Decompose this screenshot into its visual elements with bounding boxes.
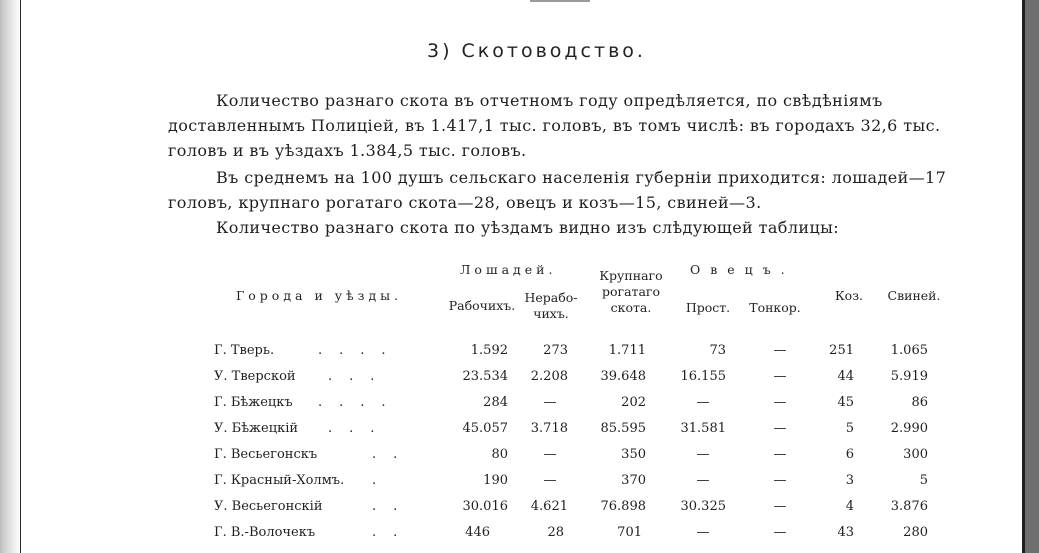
cell-cattle: 202	[621, 395, 646, 410]
cell-working: 1.592	[470, 343, 508, 358]
header-cattle: Крупнаго рогатаго скота.	[599, 268, 663, 315]
row-name: Г. В.-Волочекъ	[214, 525, 316, 540]
table-row	[0, 393, 1000, 413]
page-right-edge	[1022, 0, 1039, 553]
cell-nonworking: —	[543, 395, 557, 410]
table-row	[0, 523, 1000, 543]
section-title: 3) Скотоводство.	[427, 40, 646, 62]
cell-goats: 6	[845, 447, 854, 462]
cell-goats: 45	[837, 395, 854, 410]
table-row	[0, 471, 1000, 491]
table-row	[0, 367, 1000, 387]
cell-sheep-simple: —	[696, 525, 710, 540]
cell-pigs: 2.990	[890, 421, 928, 436]
leader-dots: ...	[328, 421, 392, 436]
cell-pigs: 300	[903, 447, 928, 462]
cell-nonworking: 2.208	[530, 369, 568, 384]
cell-nonworking: —	[543, 447, 557, 462]
header-places: Города и уѣзды.	[236, 288, 403, 303]
cell-pigs: 280	[903, 525, 928, 540]
header-goats: Коз.	[835, 288, 863, 303]
row-name: У. Весьегонскій	[214, 499, 323, 514]
cell-goats: 44	[837, 369, 854, 384]
row-name: У. Тверской	[214, 369, 296, 384]
table-row	[0, 419, 1000, 439]
cell-sheep-fine: —	[773, 395, 787, 410]
leader-dots: .	[372, 473, 394, 488]
cell-working: 45.057	[462, 421, 508, 436]
leader-dots: ...	[328, 369, 392, 384]
cell-pigs: 5	[919, 473, 928, 488]
cell-working: 30.016	[462, 499, 508, 514]
paragraph-3	[168, 215, 974, 240]
row-name: Г. Красный-Холмъ.	[214, 473, 345, 488]
cell-nonworking: 273	[543, 343, 568, 358]
cell-cattle: 76.898	[600, 499, 646, 514]
header-pigs: Свиней.	[887, 288, 941, 303]
header-sheep-fine: Тонкор.	[749, 300, 801, 315]
cell-nonworking: —	[543, 473, 557, 488]
leader-dots: ..	[372, 525, 415, 540]
cell-sheep-fine: —	[773, 421, 787, 436]
cell-working: 284	[483, 395, 508, 410]
cell-working: 446	[465, 525, 490, 540]
cell-sheep-fine: —	[773, 473, 787, 488]
cell-sheep-simple: 73	[709, 343, 726, 358]
cell-goats: 5	[845, 421, 854, 436]
leader-dots: ..	[372, 499, 415, 514]
cell-working: 23.534	[462, 369, 508, 384]
cell-working: 80	[491, 447, 508, 462]
cell-goats: 43	[837, 525, 854, 540]
paragraph-1	[168, 88, 974, 163]
header-horses-working: Рабочихъ.	[448, 298, 516, 313]
paragraph-2-text: Въ среднемъ на 100 душъ сельскаго населенія губерніи приходится: лошадей—17 головъ, крупнаго рогатаго скота—28, овецъ и козъ—15, свиней—3.	[168, 168, 947, 212]
cell-nonworking: 3.718	[530, 421, 568, 436]
cell-sheep-simple: 31.581	[680, 421, 726, 436]
cell-nonworking: 28	[547, 525, 564, 540]
table-row	[0, 445, 1000, 465]
cell-cattle: 370	[621, 473, 646, 488]
cell-sheep-simple: —	[696, 447, 710, 462]
cell-sheep-simple: 16.155	[680, 369, 726, 384]
row-name: Г. Тверь.	[214, 343, 275, 358]
cell-sheep-fine: —	[773, 525, 787, 540]
cell-cattle: 85.595	[600, 421, 646, 436]
cell-sheep-simple: —	[696, 473, 710, 488]
cell-cattle: 350	[621, 447, 646, 462]
cell-cattle: 701	[617, 525, 642, 540]
cell-pigs: 3.876	[890, 499, 928, 514]
cell-nonworking: 4.621	[530, 499, 568, 514]
cell-cattle: 39.648	[600, 369, 646, 384]
cell-goats: 3	[845, 473, 854, 488]
cell-sheep-fine: —	[773, 369, 787, 384]
header-horses-group: Лошадей.	[460, 262, 557, 277]
cell-sheep-fine: —	[773, 499, 787, 514]
cell-pigs: 1.065	[890, 343, 928, 358]
cell-goats: 4	[845, 499, 854, 514]
paragraph-3-text: Количество разнаго скота по уѣздамъ видно изъ слѣдующей таблицы:	[216, 218, 840, 237]
row-name: У. Бѣжецкій	[214, 421, 299, 436]
cell-working: 190	[483, 473, 508, 488]
row-name: Г. Бѣжецкъ	[214, 395, 293, 410]
paragraph-2	[168, 165, 974, 215]
cell-goats: 251	[829, 343, 854, 358]
cell-sheep-simple: 30.325	[680, 499, 726, 514]
table-row	[0, 341, 1000, 361]
paragraph-1-text: Количество разнаго скота въ отчетномъ году опредѣляется, по свѣдѣніямъ доставленнымъ Полиціей, въ 1.417,1 тыс. головъ, въ томъ числѣ: въ городахъ 32,6 тыс. головъ и въ уѣздахъ 1.384,5 тыс. головъ.	[168, 91, 941, 160]
cell-pigs: 86	[911, 395, 928, 410]
row-name: Г. Весьегонскъ	[214, 447, 318, 462]
table-row	[0, 497, 1000, 517]
leader-dots: ....	[318, 343, 403, 358]
header-sheep-simple: Прост.	[685, 300, 731, 315]
cell-pigs: 5.919	[890, 369, 928, 384]
cell-sheep-fine: —	[773, 447, 787, 462]
leader-dots: ....	[318, 395, 403, 410]
cell-sheep-fine: —	[773, 343, 787, 358]
leader-dots: ..	[372, 447, 415, 462]
top-rule	[530, 0, 590, 2]
header-horses-nonworking: Нерабо- чихъ.	[524, 290, 578, 321]
cell-sheep-simple: —	[696, 395, 710, 410]
header-sheep-group: Овецъ.	[690, 262, 795, 277]
cell-cattle: 1.711	[608, 343, 646, 358]
